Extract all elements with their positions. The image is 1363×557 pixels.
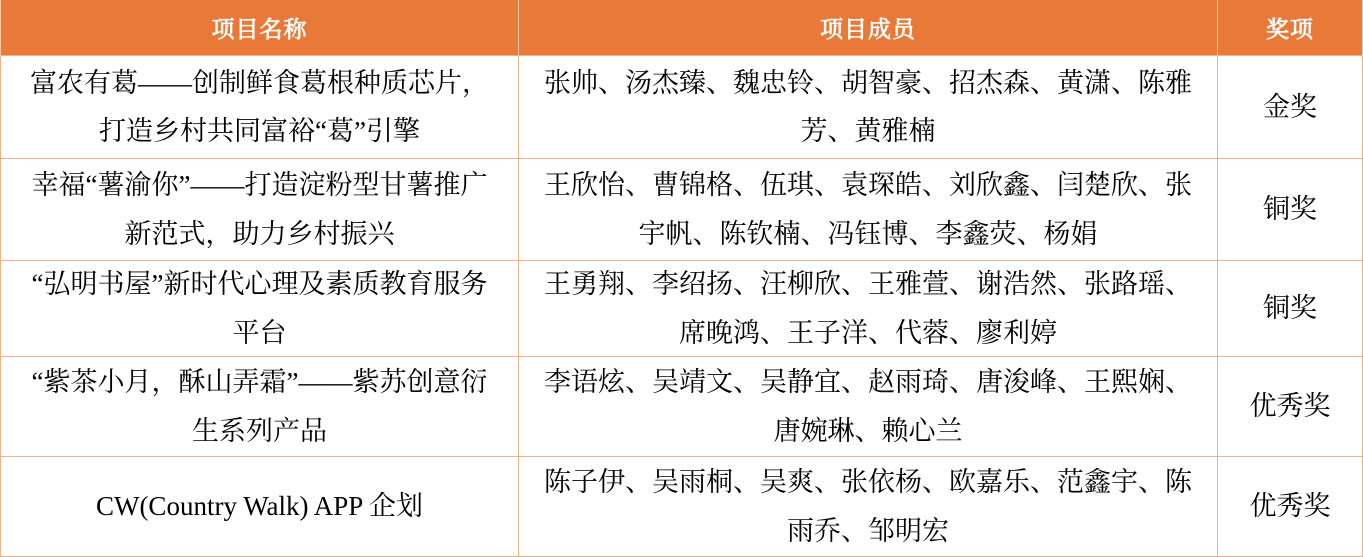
- table-row: [0, 457, 1363, 557]
- award-cell: 铜奖: [1218, 159, 1363, 261]
- project-name-cell: “弘明书屋”新时代心理及素质教育服务平台: [0, 261, 519, 357]
- column-header-award: 奖项: [1218, 0, 1363, 56]
- project-members-cell: 李语炫、吴靖文、吴静宜、赵雨琦、唐浚峰、王熙娴、唐婉琳、赖心兰: [519, 357, 1218, 457]
- project-members-cell: 张帅、汤杰臻、魏忠铃、胡智豪、招杰森、黄潇、陈雅芳、黄雅楠: [519, 56, 1218, 159]
- table-row: [0, 159, 1363, 261]
- award-cell: 优秀奖: [1218, 457, 1363, 557]
- award-cell: 铜奖: [1218, 261, 1363, 357]
- column-header-project-members: 项目成员: [519, 0, 1218, 56]
- award-cell: 优秀奖: [1218, 357, 1363, 457]
- project-name-cell: “紫茶小月，酥山弄霜”——紫苏创意衍生系列产品: [0, 357, 519, 457]
- project-name-cell: 幸福“薯渝你”——打造淀粉型甘薯推广新范式，助力乡村振兴: [0, 159, 519, 261]
- project-members-cell: 王勇翔、李绍扬、汪柳欣、王雅萱、谢浩然、张路瑶、席晚鸿、王子洋、代蓉、廖利婷: [519, 261, 1218, 357]
- project-name-cell: CW(Country Walk) APP 企划: [0, 457, 519, 557]
- award-cell: 金奖: [1218, 56, 1363, 159]
- project-members-cell: 王欣怡、曹锦格、伍琪、袁琛皓、刘欣鑫、闫楚欣、张宇帆、陈钦楠、冯钰博、李鑫荧、杨娟: [519, 159, 1218, 261]
- table-row: [0, 357, 1363, 457]
- project-members-cell: 陈子伊、吴雨桐、吴爽、张依杨、欧嘉乐、范鑫宇、陈雨乔、邹明宏: [519, 457, 1218, 557]
- column-header-project-name: 项目名称: [0, 0, 519, 56]
- project-name-cell: 富农有葛——创制鲜食葛根种质芯片，打造乡村共同富裕“葛”引擎: [0, 56, 519, 159]
- table-header-row: [0, 0, 1363, 56]
- table-row: [0, 261, 1363, 357]
- table-row: [0, 56, 1363, 159]
